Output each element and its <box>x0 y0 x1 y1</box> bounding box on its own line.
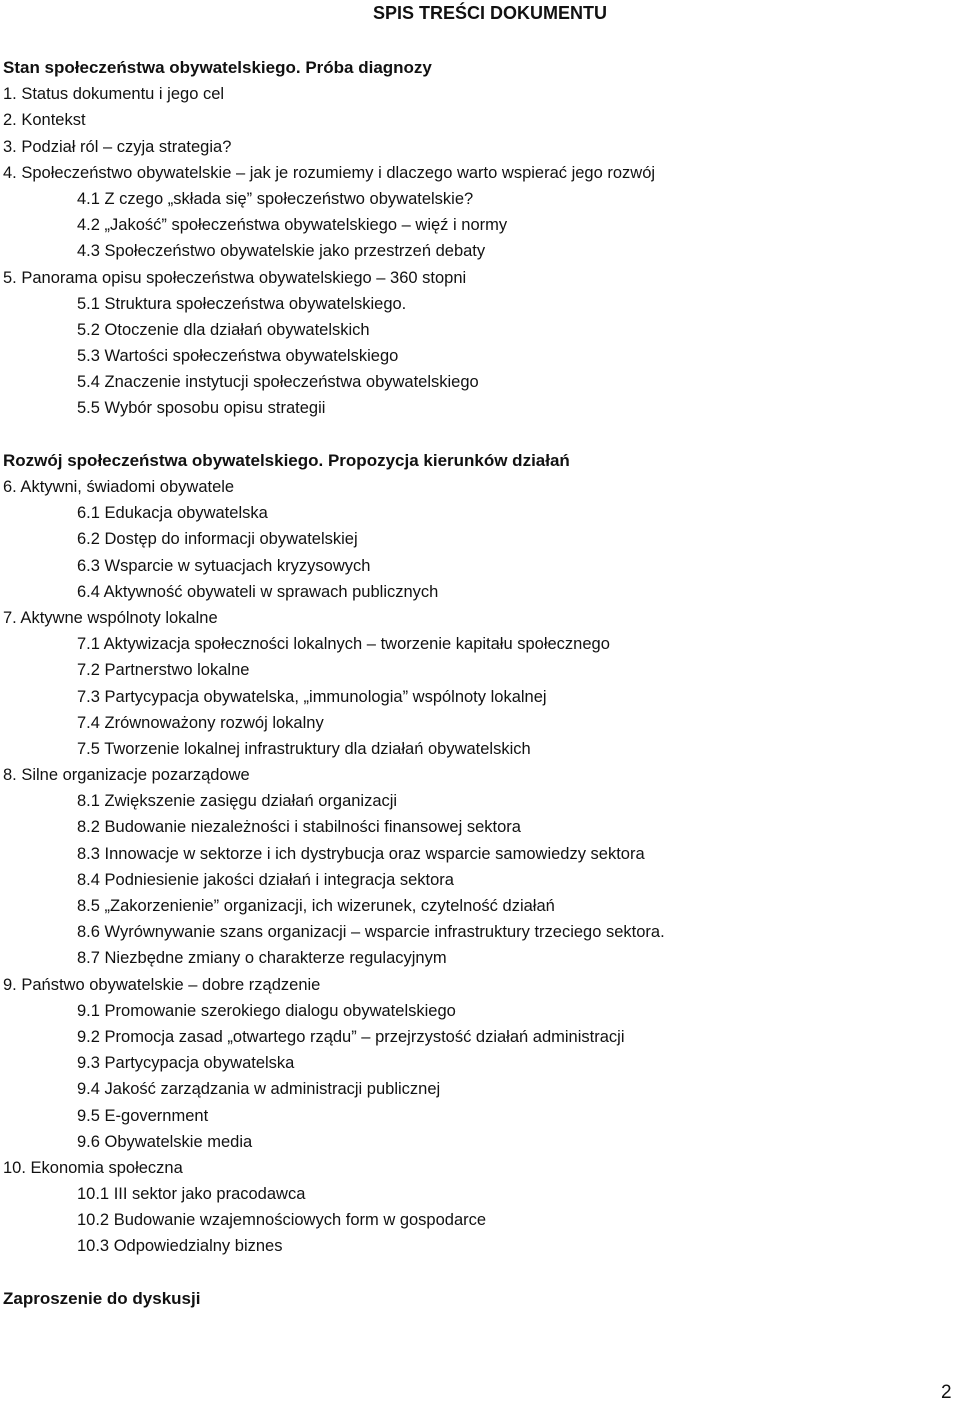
toc-subentry[interactable]: 8.5 „Zakorzenienie” organizacji, ich wizerunek, czytelność działań <box>77 897 555 915</box>
page-number: 2 <box>941 1382 952 1403</box>
toc-subentry[interactable]: 6.3 Wsparcie w sytuacjach kryzysowych <box>77 556 371 575</box>
toc-section-heading[interactable]: Rozwój społeczeństwa obywatelskiego. Propozycja kierunków działań <box>3 450 570 470</box>
toc-subentry[interactable]: 8.4 Podniesienie jakości działań i integracja sektora <box>77 870 454 889</box>
document-title: SPIS TREŚCI DOKUMENTU <box>373 3 608 23</box>
toc-subentry[interactable]: 5.4 Znaczenie instytucji społeczeństwa obywatelskiego <box>77 373 479 392</box>
toc-entry[interactable]: 7. Aktywne wspólnoty lokalne <box>3 608 218 627</box>
toc-subentry[interactable]: 4.2 „Jakość” społeczeństwa obywatelskiego – więź i normy <box>77 216 508 235</box>
toc-subentry[interactable]: 7.1 Aktywizacja społeczności lokalnych – tworzenie kapitału społecznego <box>77 635 610 654</box>
toc-section-heading[interactable]: Zaproszenie do dyskusji <box>3 1288 201 1308</box>
section-spacer <box>3 422 948 448</box>
toc-subentry[interactable]: 5.5 Wybór sposobu opisu strategii <box>77 399 326 418</box>
table-of-contents <box>3 55 948 1312</box>
toc-subentry[interactable]: 8.3 Innowacje w sektorze i ich dystrybucja oraz wsparcie samowiedzy sektora <box>77 844 645 863</box>
toc-subentry[interactable]: 5.1 Struktura społeczeństwa obywatelskiego. <box>77 294 407 313</box>
toc-subentry[interactable]: 10.2 Budowanie wzajemnościowych form w gospodarce <box>77 1211 487 1230</box>
toc-entry[interactable]: 6. Aktywni, świadomi obywatele <box>3 478 235 496</box>
toc-subentry[interactable]: 4.3 Społeczeństwo obywatelskie jako przestrzeń debaty <box>77 242 486 261</box>
toc-subentry[interactable]: 9.2 Promocja zasad „otwartego rządu” – przejrzystość działań administracji <box>77 1027 625 1046</box>
toc-subentry[interactable]: 6.2 Dostęp do informacji obywatelskiej <box>77 530 358 549</box>
toc-subentry[interactable]: 4.1 Z czego „składa się” społeczeństwo obywatelskie? <box>77 189 474 208</box>
toc-subentry[interactable]: 8.6 Wyrównywanie szans organizacji – wsparcie infrastruktury trzeciego sektora. <box>77 923 665 942</box>
toc-subentry[interactable]: 5.3 Wartości społeczeństwa obywatelskiego <box>77 347 399 366</box>
toc-subentry[interactable]: 9.6 Obywatelskie media <box>77 1132 253 1151</box>
toc-subentry[interactable]: 6.4 Aktywność obywateli w sprawach publicznych <box>77 582 439 601</box>
toc-section-heading[interactable]: Stan społeczeństwa obywatelskiego. Próba diagnozy <box>3 58 432 77</box>
toc-subentry[interactable]: 5.2 Otoczenie dla działań obywatelskich <box>77 320 370 339</box>
toc-subentry[interactable]: 8.2 Budowanie niezależności i stabilności finansowej sektora <box>77 818 521 837</box>
section-spacer <box>3 1260 948 1286</box>
toc-entry[interactable]: 3. Podział ról – czyja strategia? <box>3 137 232 156</box>
toc-entry[interactable]: 2. Kontekst <box>3 111 86 130</box>
toc-subentry[interactable]: 10.3 Odpowiedzialny biznes <box>77 1237 283 1256</box>
toc-subentry[interactable]: 7.2 Partnerstwo lokalne <box>77 661 250 680</box>
toc-subentry[interactable]: 6.1 Edukacja obywatelska <box>77 504 268 523</box>
toc-subentry[interactable]: 9.4 Jakość zarządzania w administracji publicznej <box>77 1080 441 1099</box>
toc-entry[interactable]: 8. Silne organizacje pozarządowe <box>3 766 250 785</box>
toc-subentry[interactable]: 9.1 Promowanie szerokiego dialogu obywatelskiego <box>77 1001 456 1020</box>
toc-entry[interactable]: 1. Status dokumentu i jego cel <box>3 85 225 104</box>
toc-subentry[interactable]: 7.5 Tworzenie lokalnej infrastruktury dla działań obywatelskich <box>77 739 531 758</box>
toc-subentry[interactable]: 9.5 E-government <box>77 1106 209 1125</box>
toc-subentry[interactable]: 7.4 Zrównoważony rozwój lokalny <box>77 713 324 732</box>
toc-subentry[interactable]: 9.3 Partycypacja obywatelska <box>77 1054 295 1073</box>
toc-entry[interactable]: 5. Panorama opisu społeczeństwa obywatelskiego – 360 stopni <box>3 268 467 287</box>
toc-subentry[interactable]: 7.3 Partycypacja obywatelska, „immunologia” wspólnoty lokalnej <box>77 687 547 706</box>
toc-entry[interactable]: 10. Ekonomia społeczna <box>3 1158 183 1177</box>
toc-entry[interactable]: 9. Państwo obywatelskie – dobre rządzenie <box>3 975 321 994</box>
toc-subentry[interactable]: 8.7 Niezbędne zmiany o charakterze regulacyjnym <box>77 949 447 968</box>
toc-subentry[interactable]: 10.1 III sektor jako pracodawca <box>77 1185 306 1204</box>
toc-entry[interactable]: 4. Społeczeństwo obywatelskie – jak je rozumiemy i dlaczego warto wspierać jego rozwój <box>3 163 656 182</box>
toc-subentry[interactable]: 8.1 Zwiększenie zasięgu działań organizacji <box>77 792 398 811</box>
